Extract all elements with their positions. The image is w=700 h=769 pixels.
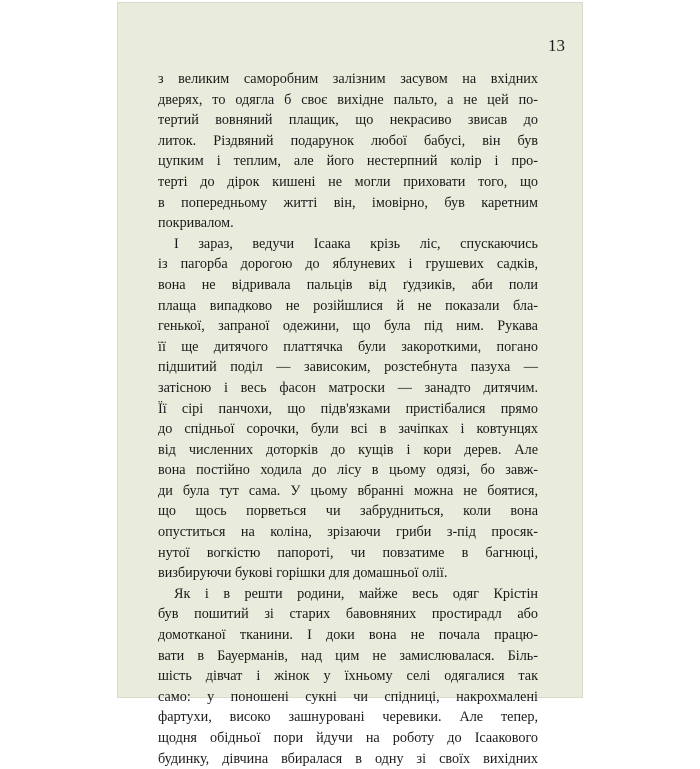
book-page xyxy=(118,3,582,767)
text-line: щодня обідньої пори йдучи на роботу до Ісаакового xyxy=(158,730,538,746)
text-line: І зараз, ведучи Ісаака крізь ліс, спускаючись xyxy=(174,235,538,252)
text-line: генької, запраної одежини, що була під ним. Рукава xyxy=(158,318,538,335)
text-line: був пошитий зі старих бавовняних простирадл або xyxy=(158,606,538,623)
paragraph xyxy=(158,584,538,769)
text-line: тертий вовняний плащик, що некрасиво звисав до xyxy=(158,112,538,129)
paragraph xyxy=(158,69,538,234)
text-line: будинку, дівчина вбиралася в одну зі своїх вихідних xyxy=(158,750,538,767)
text-line: ди була тут сама. У цьому вбранні можна не боятися, xyxy=(158,482,538,499)
text-line: Її сірі панчохи, що підв'язками пристібалися прямо xyxy=(158,400,538,417)
text-line: її ще дитячого платтячка були закороткими, погано xyxy=(158,338,538,355)
text-line: домотканої тканини. І доки вона не почала працю- xyxy=(158,627,538,644)
page-number: 13 xyxy=(548,36,565,55)
text-line: вона постійно ходила до лісу в цьому одязі, бо завж- xyxy=(158,462,538,479)
text-line: в попередньому житті він, імовірно, був каретним xyxy=(158,194,538,211)
text-line: фартухи, високо зашнуровані черевики. Але тепер, xyxy=(158,709,538,726)
text-line: литок. Різдвяний подарунок любої бабусі, він був xyxy=(158,132,538,149)
text-line: опуститься на коліна, зрізаючи гриби з-під просяк- xyxy=(158,524,538,541)
text-line: цупким і теплим, але його нестерпний колір і про- xyxy=(158,153,538,170)
paragraph xyxy=(158,234,538,584)
text-line: підшитий поділ — зависоким, розстебнута пазуха — xyxy=(158,359,538,376)
text-line: до спідньої сорочки, були всі в зачіпках і ковтунцях xyxy=(158,421,538,438)
text-line: шість дівчат і жінок у їхньому селі одягалися так xyxy=(158,668,538,685)
text-line: затісною і весь фасон матроски — занадто дитячим. xyxy=(158,379,538,396)
text-line: нутої вогкістю папороті, чи повзатиме в багнюці, xyxy=(158,544,538,561)
text-line: терті до дірок кишені не могли приховати того, що xyxy=(158,173,538,190)
text-line: з великим саморобним залізним засувом на вхідних xyxy=(158,71,538,87)
text-line: Як і в решти родини, майже весь одяг Крістін xyxy=(174,585,538,602)
text-line: дверях, то одягла б своє вихідне пальто, а не цей по- xyxy=(158,91,538,108)
text-line: що щось порветься чи забрудниться, коли вона xyxy=(158,503,538,520)
body-text xyxy=(158,69,538,769)
text-line: із пагорба дорогою до яблуневих і грушевих садків, xyxy=(158,256,538,273)
text-line: само: у поношені сукні чи спідниці, накрохмалені xyxy=(158,688,538,705)
text-line: покривалом. xyxy=(158,215,234,232)
text-line: вати в Бауерманів, над цим не замислювалася. Біль- xyxy=(158,647,538,664)
text-line: визбируючи букові горішки для домашньої олії. xyxy=(158,565,448,582)
text-line: від численних доторків до кущів і кори дерев. Але xyxy=(158,441,538,458)
text-line: вона не відривала пальців від ґудзиків, аби поли xyxy=(158,276,538,293)
text-line: плаща випадково не розійшлися й не показали бла- xyxy=(158,297,538,314)
